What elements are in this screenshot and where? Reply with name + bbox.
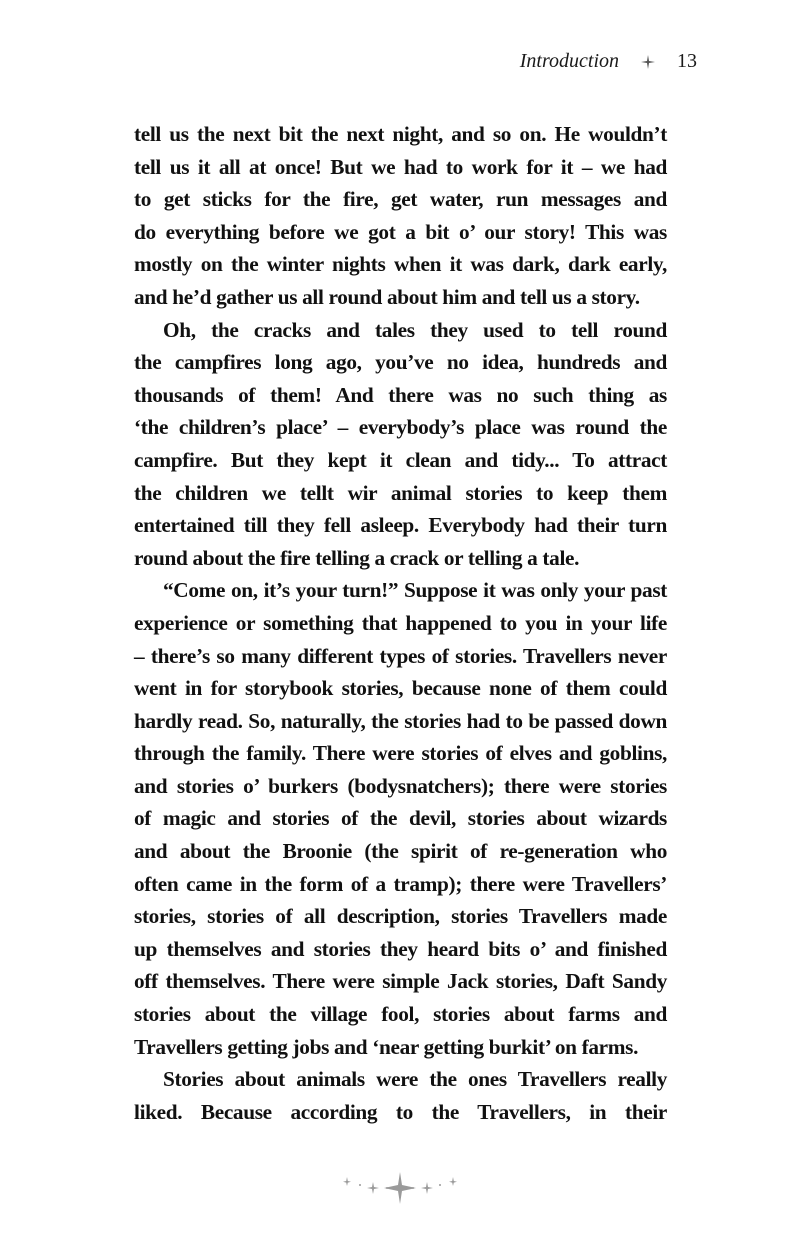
text-line: experience or something that happened to you in your life — [134, 610, 667, 635]
text-line: of magic and stories of the devil, stories about wizards — [134, 806, 667, 831]
text-line: and about the Broonie (the spirit of re-generation who — [134, 839, 667, 864]
text-line: ‘the children’s place’ – everybody’s place was round the — [134, 415, 667, 440]
ornament-star-left — [367, 1182, 379, 1194]
text-line: Travellers getting jobs and ‘near getting burkit’ on farms. — [134, 1034, 639, 1059]
text-line: – there’s so many different types of stories. Travellers never — [134, 643, 667, 668]
ornament-star-right — [421, 1182, 433, 1194]
paragraph — [134, 1063, 667, 1128]
text-line: round about the fire telling a crack or telling a tale. — [134, 545, 580, 570]
text-line: to get sticks for the fire, get water, run messages and — [134, 187, 667, 212]
text-line: stories, stories of all description, stories Travellers made — [134, 904, 667, 929]
section-title: Introduction — [519, 50, 619, 72]
sparkle-stars-ornament-icon — [336, 1168, 464, 1208]
text-line: off themselves. There were simple Jack stories, Daft Sandy — [134, 969, 667, 994]
text-line: mostly on the winter nights when it was dark, dark early, — [134, 252, 667, 277]
text-line: campfire. But they kept it clean and tidy... To attract — [134, 447, 667, 472]
text-line: the campfires long ago, you’ve no idea, hundreds and — [134, 350, 667, 375]
text-line: tell us it all at once! But we had to work for it – we had — [134, 154, 667, 179]
text-line: entertained till they fell asleep. Everybody had their turn — [134, 513, 667, 538]
text-line: Oh, the cracks and tales they used to tell round — [163, 317, 667, 342]
text-line: do everything before we got a bit o’ our story! This was — [134, 219, 667, 244]
text-line: went in for storybook stories, because none of them could — [134, 676, 667, 701]
paragraph — [134, 574, 667, 1063]
text-line: up themselves and stories they heard bits o’ and finished — [134, 936, 667, 961]
text-line: liked. Because according to the Travellers, in their — [134, 1099, 667, 1124]
body-text — [134, 118, 667, 1128]
text-line: stories about the village fool, stories about farms and — [134, 1002, 667, 1027]
text-line: the children we tellt wir animal stories to keep them — [134, 480, 667, 505]
four-point-star-icon — [641, 55, 655, 69]
running-head — [520, 50, 697, 73]
text-line: and he’d gather us all round about him and tell us a story. — [134, 284, 640, 309]
ornament-star-center — [384, 1172, 416, 1204]
paragraph — [134, 118, 667, 314]
text-line: often came in the form of a tramp); there were Travellers’ — [134, 871, 667, 896]
text-line: tell us the next bit the next night, and so on. He wouldn’t — [134, 122, 667, 146]
text-line: thousands of them! And there was no such thing as — [134, 382, 667, 407]
text-line: “Come on, it’s your turn!” Suppose it was only your past — [163, 578, 667, 603]
ornament-star-far-left — [343, 1177, 351, 1186]
text-line: Stories about animals were the ones Travellers really — [163, 1067, 667, 1092]
text-line: and stories o’ burkers (bodysnatchers); there were stories — [134, 773, 667, 798]
paragraph — [134, 314, 667, 575]
text-line: through the family. There were stories of elves and goblins, — [134, 741, 667, 766]
text-line: hardly read. So, naturally, the stories had to be passed down — [134, 708, 667, 733]
page-number: 13 — [677, 50, 697, 72]
ornament-star-far-right — [449, 1177, 457, 1186]
